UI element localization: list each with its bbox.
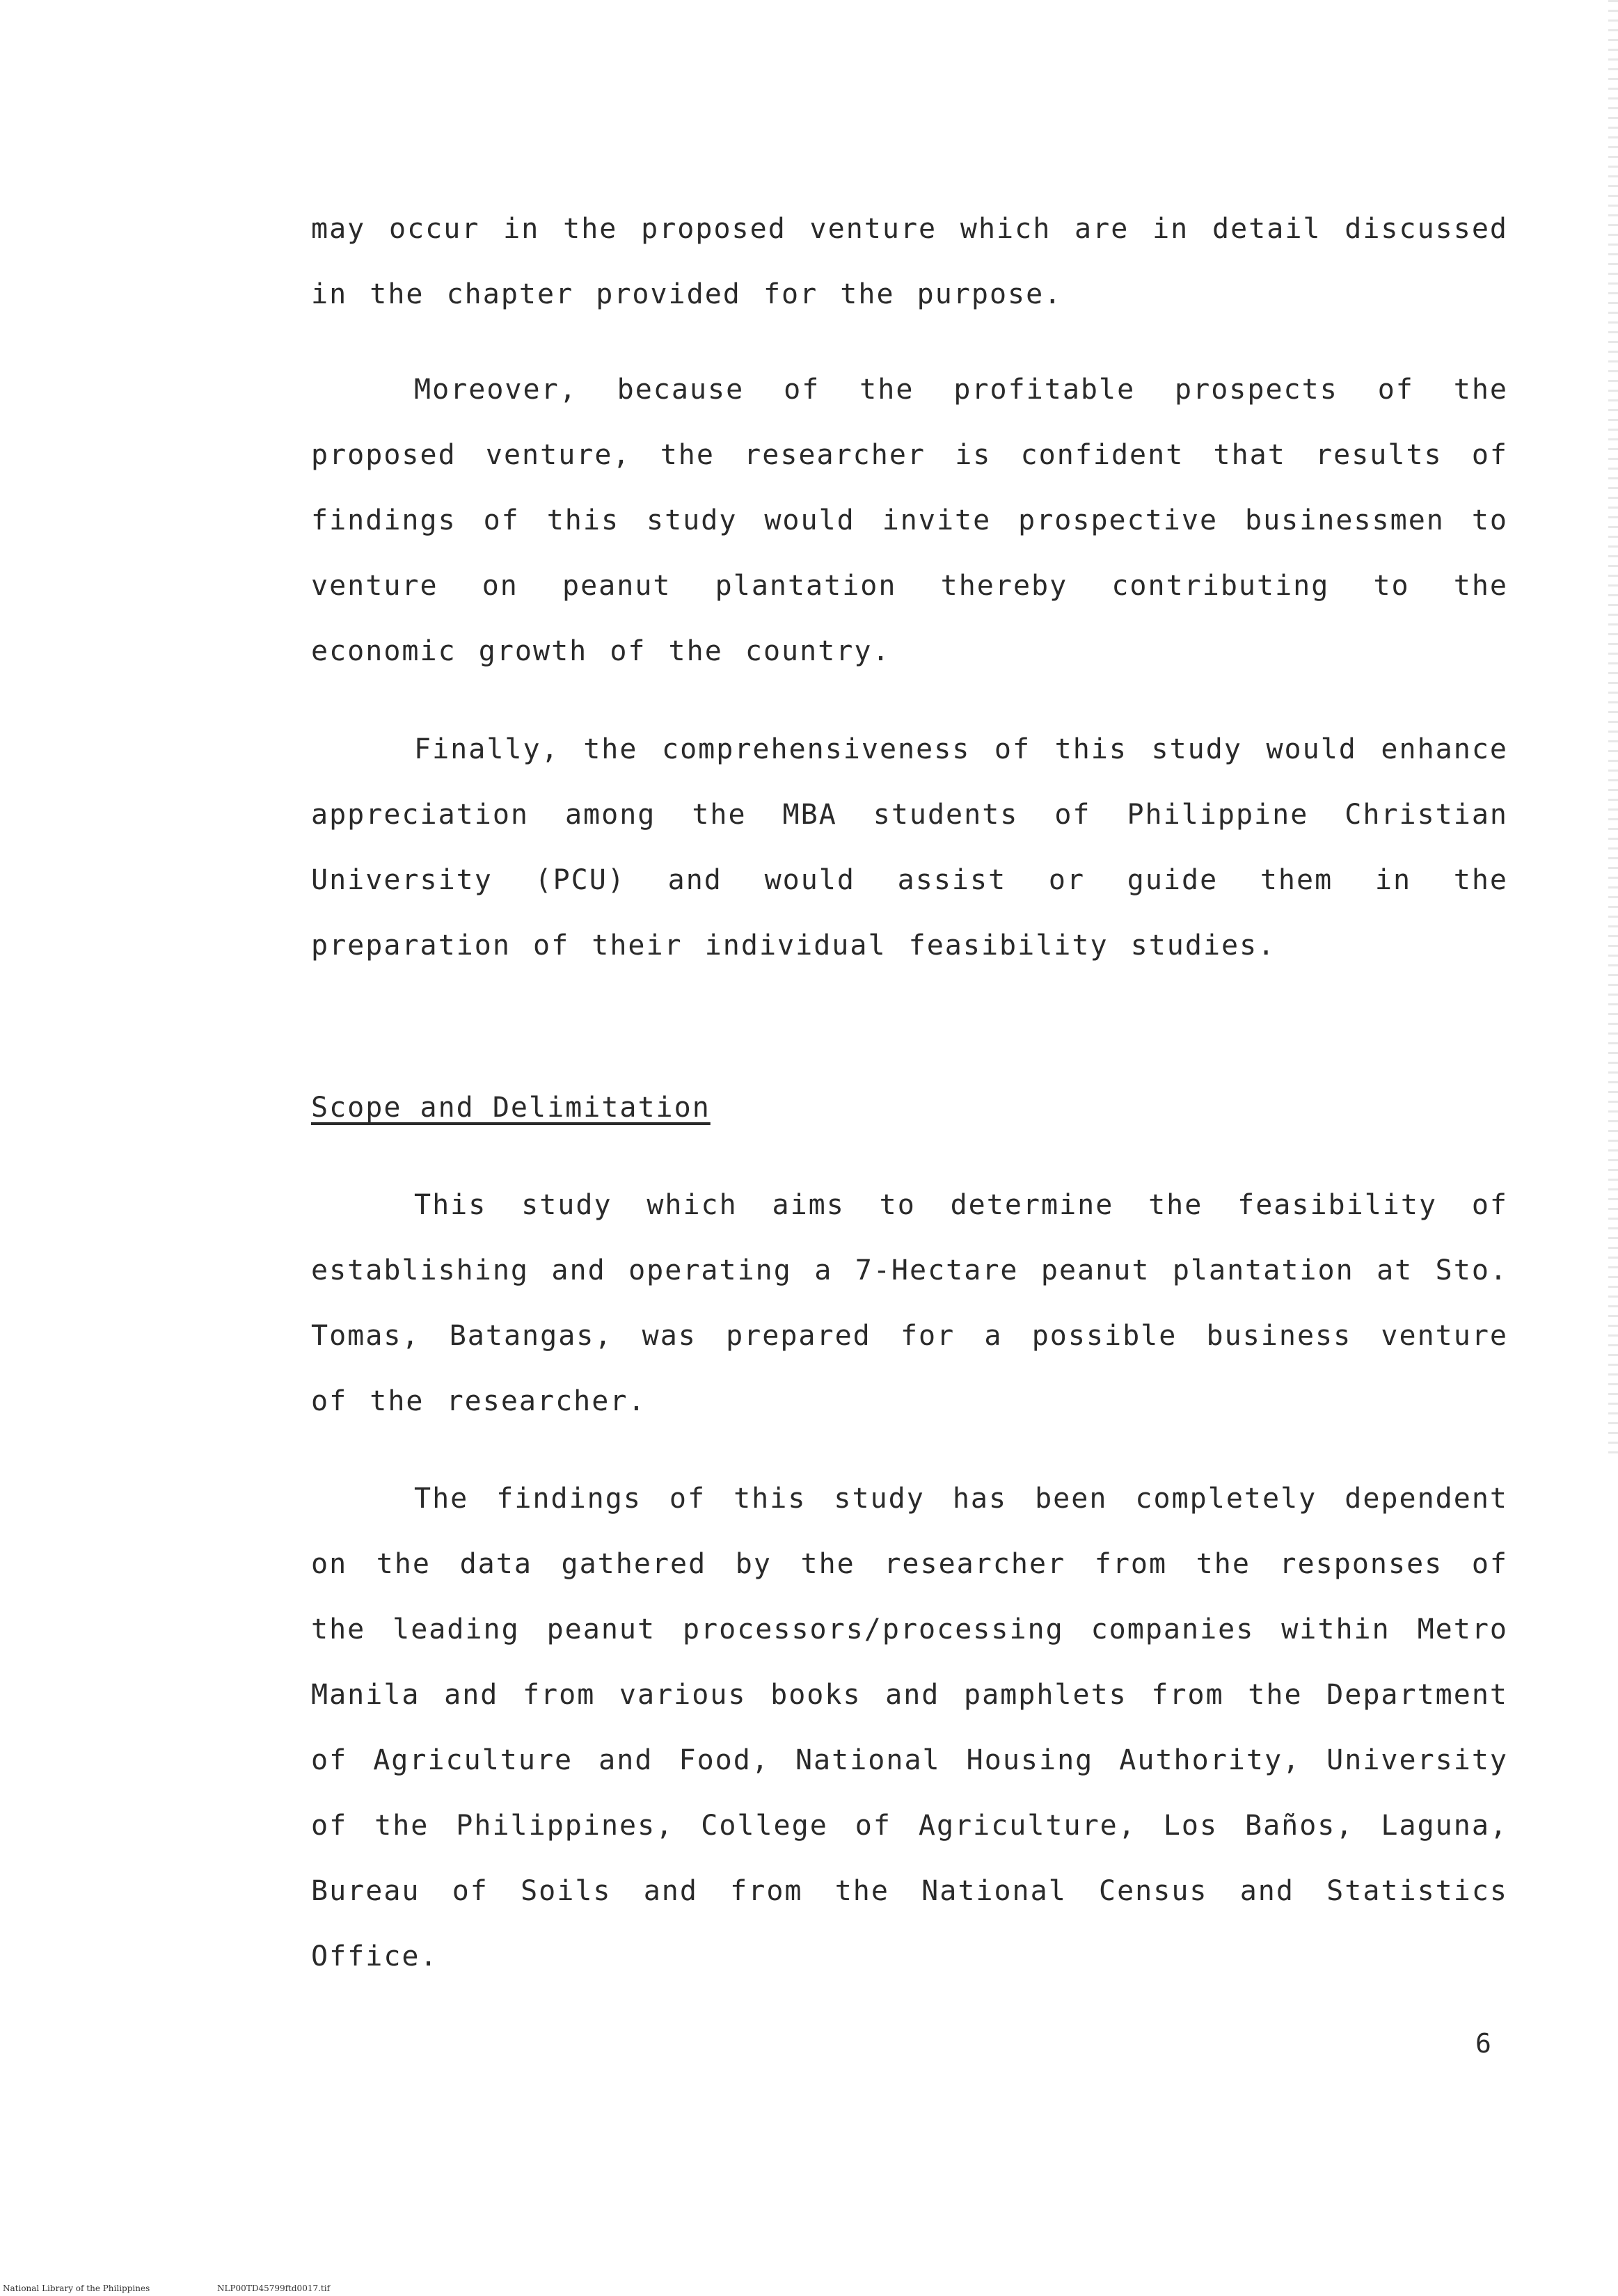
paragraph-scope-intro: This study which aims to determine the feasibility of establishing and operating a 7-Hectare peanut plantation at Sto. Tomas, Batangas, was prepared for a possible business venture of the researcher.: [311, 1189, 1508, 1417]
paragraph-data-sources: The findings of this study has been completely dependent on the data gathered by the researcher from the responses of the leading peanut processors/processing companies within Metro Manila and from various books and pamphlets from the Department of Agriculture and Food, National Housing Authority, University of the Philippines, College of Agriculture, Los Baños, Laguna, Bureau of Soils and from the National Census and Statistics Office.: [311, 1483, 1508, 1972]
footer-library-name: National Library of the Philippines: [3, 2283, 150, 2293]
scan-edge-marks: [1608, 0, 1618, 1461]
page-number: 6: [1475, 2028, 1491, 2059]
footer-file-id: NLP00TD45799ftd0017.tif: [217, 2283, 331, 2293]
paragraph-finally: Finally, the comprehensiveness of this study would enhance appreciation among the MBA students of Philippine Christian University (PCU) and would assist or guide them in the preparation of their individual feasibility studies.: [311, 733, 1508, 962]
paragraph-continuation: may occur in the proposed venture which are in detail discussed in the chapter provided for the purpose.: [311, 213, 1508, 310]
paragraph-moreover: Moreover, because of the profitable prospects of the proposed venture, the researcher is confident that results of findings of this study would invite prospective businessmen to venture on peanut plantation thereby contributing to the economic growth of the country.: [311, 374, 1508, 667]
section-heading-scope: Scope and Delimitation: [311, 1092, 711, 1124]
